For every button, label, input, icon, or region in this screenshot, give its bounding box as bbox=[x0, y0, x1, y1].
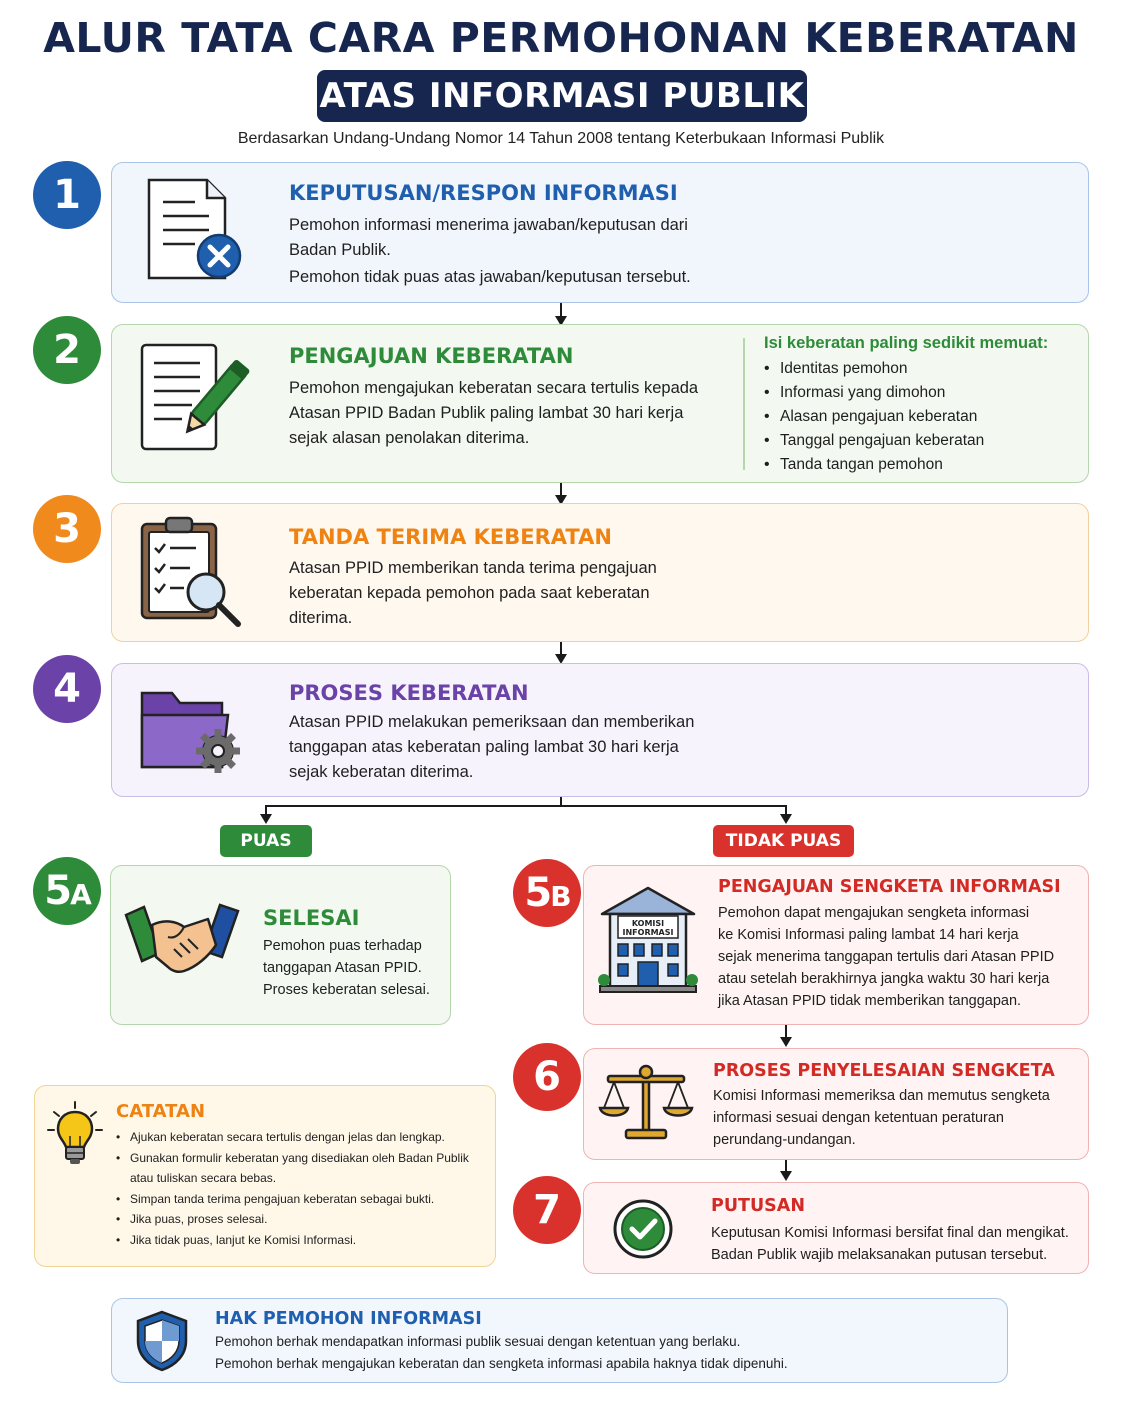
list-item: • Tanggal pengajuan keberatan bbox=[764, 429, 984, 453]
list-item: • Alasan pengajuan keberatan bbox=[764, 405, 984, 429]
notes-list bbox=[116, 1127, 486, 1250]
step-5b-badge: 5B bbox=[513, 859, 581, 927]
building-icon bbox=[598, 884, 698, 996]
branch-tidak-puas-label: TIDAK PUAS bbox=[713, 825, 854, 857]
check-circle-icon bbox=[612, 1198, 674, 1260]
notes-title: CATATAN bbox=[116, 1101, 206, 1122]
step-5a-title: SELESAI bbox=[263, 906, 360, 930]
step-2-side-list bbox=[764, 357, 984, 477]
step-5b-text: Pemohon dapat mengajukan sengketa informasi ke Komisi Informasi paling lambat 14 hari kerja sejak menerima tanggapan tertulis dari Atasan PPID atau setelah berakhirnya jangka waktu 30 hari kerja jika Atasan PPID tidak memberikan tanggapan. bbox=[718, 905, 1055, 1009]
list-item: • Simpan tanda terima pengajuan keberatan sebagai bukti. bbox=[116, 1189, 486, 1210]
step-2-divider bbox=[743, 338, 745, 470]
list-item: • Ajukan keberatan secara tertulis dengan jelas dan lengkap. bbox=[116, 1127, 486, 1148]
step-1-text: Pemohon informasi menerima jawaban/keputusan dari Badan Publik. Pemohon tidak puas atas jawaban/keputusan tersebut. bbox=[289, 216, 691, 286]
step-6-text: Komisi Informasi memeriksa dan memutus sengketa informasi sesuai dengan ketentuan peraturan perundang-undangan. bbox=[713, 1088, 1050, 1148]
list-item: • Jika tidak puas, lanjut ke Komisi Informasi. bbox=[116, 1230, 486, 1251]
handshake-icon bbox=[124, 905, 242, 977]
step-3-title: TANDA TERIMA KEBERATAN bbox=[289, 525, 612, 549]
page-title-banner: ATAS INFORMASI PUBLIK bbox=[317, 70, 807, 122]
step-1-badge: 1 bbox=[33, 161, 101, 229]
page-title: ALUR TATA CARA PERMOHONAN KEBERATAN bbox=[43, 14, 1079, 62]
list-item: • Gunakan formulir keberatan yang disediakan oleh Badan Publik atau tuliskan secara bebas. bbox=[116, 1148, 486, 1189]
step-1-title: KEPUTUSAN/RESPON INFORMASI bbox=[289, 181, 678, 205]
step-7-title: PUTUSAN bbox=[711, 1196, 805, 1216]
document-pen-icon bbox=[138, 341, 248, 456]
step-2-badge: 2 bbox=[33, 316, 101, 384]
step-4-text: Atasan PPID melakukan pemeriksaan dan memberikan tanggapan atas keberatan paling lambat 30 hari kerja sejak keberatan diterima. bbox=[289, 713, 695, 781]
step-5a-badge: 5A bbox=[33, 857, 101, 925]
step-3-text: Atasan PPID memberikan tanda terima pengajuan keberatan kepada pemohon pada saat keberatan diterima. bbox=[289, 559, 657, 627]
branch-puas-label: PUAS bbox=[220, 825, 312, 857]
svg-text:INFORMASI: INFORMASI bbox=[622, 928, 674, 937]
step-3-badge: 3 bbox=[33, 495, 101, 563]
step-5b-title: PENGAJUAN SENGKETA INFORMASI bbox=[718, 877, 1061, 897]
step-5a-text: Pemohon puas terhadap tanggapan Atasan PPID. Proses keberatan selesai. bbox=[263, 938, 430, 998]
step-2-side-title: Isi keberatan paling sedikit memuat: bbox=[764, 334, 1049, 352]
rights-text: Pemohon berhak mendapatkan informasi publik sesuai dengan ketentuan yang berlaku. Pemohon berhak mengajukan keberatan dan sengketa informasi apabila haknya tidak dipenuhi. bbox=[215, 1334, 788, 1371]
shield-icon bbox=[134, 1309, 190, 1373]
list-item: • Jika puas, proses selesai. bbox=[116, 1209, 486, 1230]
lightbulb-icon bbox=[48, 1100, 102, 1166]
clipboard-magnifier-icon bbox=[138, 514, 248, 632]
page-subtitle: Berdasarkan Undang-Undang Nomor 14 Tahun 2008 tentang Keterbukaan Informasi Publik bbox=[237, 130, 885, 147]
step-4-title: PROSES KEBERATAN bbox=[289, 681, 529, 705]
step-6-badge: 6 bbox=[513, 1043, 581, 1111]
step-7-text: Keputusan Komisi Informasi bersifat final dan mengikat. Badan Publik wajib melaksanakan putusan tersebut. bbox=[711, 1225, 1069, 1263]
step-2-title: PENGAJUAN KEBERATAN bbox=[289, 344, 574, 368]
step-6-title: PROSES PENYELESAIAN SENGKETA bbox=[713, 1061, 1055, 1081]
list-item: • Informasi yang dimohon bbox=[764, 381, 984, 405]
step-4-badge: 4 bbox=[33, 655, 101, 723]
svg-text:KOMISI: KOMISI bbox=[631, 919, 665, 928]
list-item: • Tanda tangan pemohon bbox=[764, 453, 984, 477]
rights-title: HAK PEMOHON INFORMASI bbox=[215, 1309, 482, 1329]
scale-icon bbox=[600, 1062, 692, 1144]
step-7-badge: 7 bbox=[513, 1176, 581, 1244]
document-reject-icon bbox=[145, 176, 245, 286]
list-item: • Identitas pemohon bbox=[764, 357, 984, 381]
folder-gear-icon bbox=[138, 685, 248, 780]
step-2-text: Pemohon mengajukan keberatan secara tertulis kepada Atasan PPID Badan Publik paling lambat 30 hari kerja sejak alasan penolakan diterima. bbox=[289, 379, 699, 447]
